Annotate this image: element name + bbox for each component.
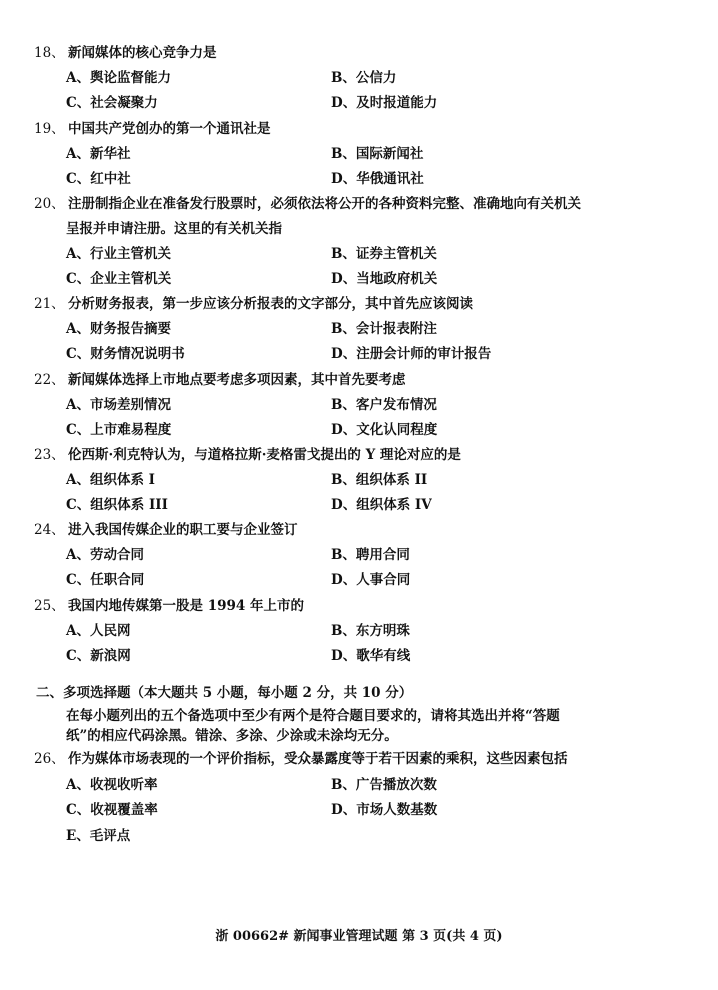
page-footer: 浙 00662# 新闻事业管理试题 第 3 页(共 4 页) [215,929,503,944]
question-text: 新闻媒体选择上市地点要考虑多项因素，其中首先要考虑 [68,372,406,388]
option-c: C、组织体系 III [66,497,168,513]
option-b: B、组织体系 II [331,472,428,488]
option-a: A、新华社 [66,146,131,162]
option-a: A、财务报告摘要 [66,321,171,337]
option-a: A、舆论监督能力 [66,70,171,86]
option-c: C、财务情况说明书 [66,346,185,362]
question-text-continued: 呈报并申请注册。这里的有关机关指 [66,221,282,237]
option-c: C、任职合同 [66,572,145,588]
option-d: D、注册会计师的审计报告 [331,346,492,362]
option-b: B、广告播放次数 [331,777,437,793]
question-number: 18、 [34,45,65,61]
option-c: C、企业主管机关 [66,271,172,287]
question-text: 分析财务报表，第一步应该分析报表的文字部分，其中首先应该阅读 [68,296,473,312]
question-text: 作为媒体市场表现的一个评价指标，受众暴露度等于若干因素的乘积，这些因素包括 [68,751,568,767]
question-number: 22、 [34,372,65,388]
question-text: 伦西斯·利克特认为，与道格拉斯·麦格雷戈提出的 Y 理论对应的是 [68,447,461,463]
option-d: D、当地政府机关 [331,271,438,287]
option-c: C、上市难易程度 [66,422,172,438]
option-a: A、组织体系 I [66,472,155,488]
option-e: E、毛评点 [66,828,131,844]
question-number: 21、 [34,296,65,312]
option-a: A、市场差别情况 [66,397,171,413]
option-c: C、新浪网 [66,648,131,664]
option-d: D、市场人数基数 [331,802,438,818]
option-d: D、及时报道能力 [331,95,438,111]
option-d: D、华俄通讯社 [331,171,424,187]
option-b: B、东方明珠 [331,623,410,639]
option-d: D、文化认同程度 [331,422,438,438]
option-b: B、公信力 [331,70,397,86]
question-number: 26、 [34,751,65,767]
option-c: C、社会凝聚力 [66,95,158,111]
option-a: A、收视收听率 [66,777,158,793]
question-number: 23、 [34,447,65,463]
option-d: D、歌华有线 [331,648,411,664]
option-a: A、人民网 [66,623,131,639]
section-instruction: 纸”的相应代码涂黑。错涂、多涂、少涂或未涂均无分。 [66,728,398,744]
question-text: 中国共产党创办的第一个通讯社是 [68,121,271,137]
option-b: B、客户发布情况 [331,397,437,413]
option-d: D、人事合同 [331,572,411,588]
option-b: B、国际新闻社 [331,146,424,162]
option-c: C、收视覆盖率 [66,802,158,818]
option-b: B、证券主管机关 [331,246,437,262]
option-b: B、会计报表附注 [331,321,437,337]
question-number: 19、 [34,121,65,137]
option-b: B、聘用合同 [331,547,410,563]
question-text: 新闻媒体的核心竞争力是 [68,45,217,61]
question-number: 25、 [34,598,65,614]
section-heading: 二、多项选择题（本大题共 5 小题，每小题 2 分，共 10 分） [36,685,413,701]
option-c: C、红中社 [66,171,131,187]
question-text: 进入我国传媒企业的职工要与企业签订 [68,522,298,538]
question-number: 24、 [34,522,65,538]
question-text: 我国内地传媒第一股是 1994 年上市的 [68,598,304,614]
question-number: 20、 [34,196,65,212]
option-d: D、组织体系 IV [331,497,432,513]
option-a: A、行业主管机关 [66,246,171,262]
option-a: A、劳动合同 [66,547,144,563]
question-text: 注册制指企业在准备发行股票时，必须依法将公开的各种资料完整、准确地向有关机关 [68,196,581,212]
section-instruction: 在每小题列出的五个备选项中至少有两个是符合题目要求的，请将其选出并将“答题 [66,708,560,724]
